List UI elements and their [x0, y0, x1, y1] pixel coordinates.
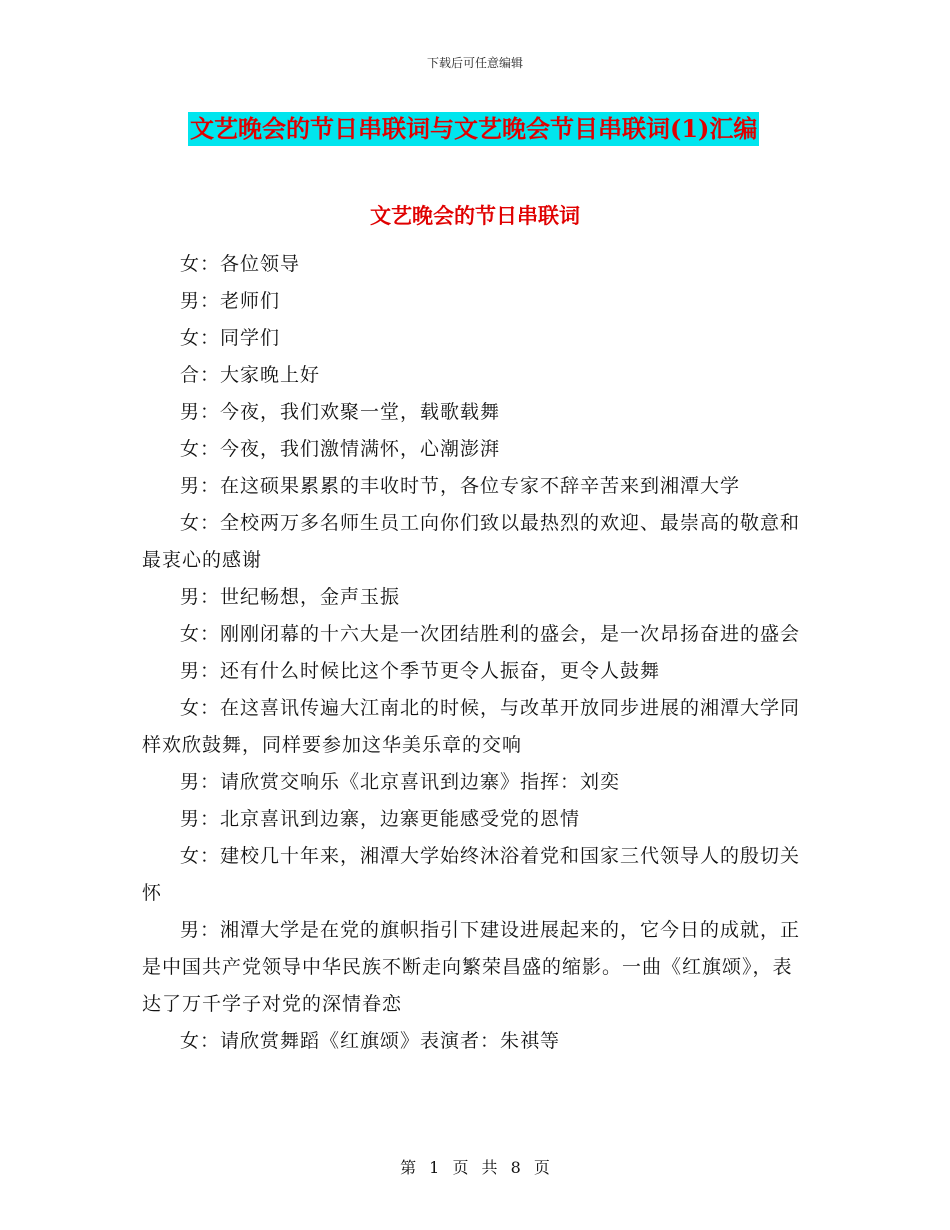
paragraph: 女：各位领导	[180, 253, 301, 275]
paragraph: 女：建校几十年来，湘潭大学始终沐浴着党和国家三代领导人的殷切关怀	[142, 845, 801, 904]
header-note: 下载后可任意编辑	[426, 56, 523, 70]
paragraph: 女：今夜，我们激情满怀，心潮澎湃	[180, 438, 501, 460]
paragraph: 女：刚刚闭幕的十六大是一次团结胜利的盛会，是一次昂扬奋进的盛会	[180, 623, 801, 645]
page-footer: 第 1 页 共 8 页	[400, 1158, 550, 1177]
paragraph: 男：湘潭大学是在党的旗帜指引下建设进展起来的，它今日的成就，正是中国共产党领导中华民族不断走向繁荣昌盛的缩影。一曲《红旗颂》，表达了万千学子对党的深情眷恋	[142, 919, 801, 1015]
paragraph: 男：还有什么时候比这个季节更令人振奋，更令人鼓舞	[180, 660, 661, 682]
paragraph: 男：今夜，我们欢聚一堂，载歌载舞	[180, 401, 501, 423]
paragraph: 女：全校两万多名师生员工向你们致以最热烈的欢迎、最崇高的敬意和最衷心的感谢	[142, 512, 801, 571]
paragraph: 男：北京喜讯到边寨，边寨更能感受党的恩情	[180, 808, 581, 830]
section-title: 文艺晚会的节日串联词	[370, 203, 580, 228]
paragraph: 合：大家晚上好	[180, 364, 321, 386]
paragraph: 男：世纪畅想，金声玉振	[180, 586, 401, 608]
paragraph: 男：老师们	[180, 290, 281, 312]
paragraph: 男：请欣赏交响乐《北京喜讯到边寨》指挥：刘奕	[180, 771, 621, 793]
document-title: 文艺晚会的节日串联词与文艺晚会节目串联词(1)汇编	[188, 112, 759, 146]
paragraph: 男：在这硕果累累的丰收时节，各位专家不辞辛苦来到湘潭大学	[180, 475, 741, 497]
paragraph: 女：同学们	[180, 327, 281, 349]
paragraph: 女：在这喜讯传遍大江南北的时候，与改革开放同步进展的湘潭大学同样欢欣鼓舞，同样要参加这华美乐章的交响	[142, 697, 801, 756]
document-body	[142, 246, 802, 1060]
paragraph: 女：请欣赏舞蹈《红旗颂》表演者：朱祺等	[180, 1030, 561, 1052]
